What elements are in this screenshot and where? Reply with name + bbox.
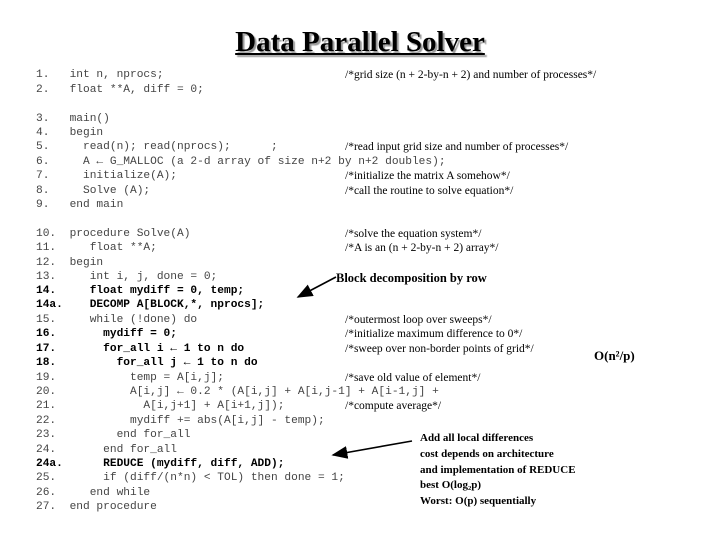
code-line: 6. A ← G_MALLOC (a 2-d array of size n+2 by n+2 doubles); [36, 156, 446, 168]
code-line: 10. procedure Solve(A) [36, 228, 191, 240]
code-comment: /*read input grid size and number of processes*/ [345, 141, 569, 153]
arrow-to-reduce-line [333, 441, 412, 455]
reduce-note-line: and implementation of REDUCE [420, 463, 576, 476]
code-line: 16. mydiff = 0; [36, 328, 177, 340]
code-line: 1. int n, nprocs; [36, 69, 164, 81]
arrow-to-decomp-line [298, 277, 336, 297]
code-line: 9. end main [36, 199, 124, 211]
code-comment: /*solve the equation system*/ [345, 228, 482, 240]
code-comment: /*call the routine to solve equation*/ [345, 185, 514, 197]
slide-title: Data Parallel Solver [235, 26, 485, 58]
code-line: 11. float **A; [36, 242, 157, 254]
code-line: 15. while (!done) do [36, 314, 198, 326]
code-line: 4. begin [36, 127, 104, 139]
code-line: 14a. DECOMP A[BLOCK,*, nprocs]; [36, 299, 265, 311]
code-comment: /*initialize the matrix A somehow*/ [345, 170, 510, 182]
code-line: 23. end for_all [36, 429, 191, 441]
block-decomposition-note: Block decomposition by row [336, 271, 487, 285]
code-comment: /*initialize maximum difference to 0*/ [345, 328, 523, 340]
code-comment: /*compute average*/ [345, 400, 442, 412]
code-line: 7. initialize(A); [36, 170, 177, 182]
code-line: 17. for_all i ← 1 to n do [36, 343, 245, 355]
code-line: 12. begin [36, 257, 104, 269]
code-line: 8. Solve (A); [36, 185, 151, 197]
code-line: 26. end while [36, 487, 151, 499]
reduce-note-line: best O(log₂p) [420, 479, 482, 492]
code-line: 14. float mydiff = 0, temp; [36, 285, 245, 297]
code-comment: /*save old value of element*/ [345, 372, 481, 384]
code-line: 27. end procedure [36, 501, 157, 513]
code-line: 19. temp = A[i,j]; [36, 372, 224, 384]
complexity-note: O(n²/p) [594, 348, 635, 363]
code-line: 5. read(n); read(nprocs); ; [36, 141, 278, 153]
code-comment: /*outermost loop over sweeps*/ [345, 314, 492, 326]
code-line: 13. int i, j, done = 0; [36, 271, 218, 283]
code-line: 20. A[i,j] ← 0.2 * (A[i,j] + A[i,j-1] + A[i-1,j] + [36, 386, 439, 398]
code-line: 2. float **A, diff = 0; [36, 84, 204, 96]
code-comment: /*A is an (n + 2-by-n + 2) array*/ [345, 242, 499, 254]
code-line: 18. for_all j ← 1 to n do [36, 357, 258, 369]
reduce-note-line: Add all local differences [420, 432, 534, 444]
code-line: 21. A[i,j+1] + A[i+1,j]); [36, 400, 285, 412]
code-comment: /*sweep over non-border points of grid*/ [345, 343, 534, 355]
code-line: 24a. REDUCE (mydiff, diff, ADD); [36, 458, 285, 470]
code-comment: /*grid size (n + 2-by-n + 2) and number of processes*/ [345, 69, 597, 81]
code-line: 22. mydiff += abs(A[i,j] - temp); [36, 415, 325, 427]
reduce-note-line: cost depends on architecture [420, 447, 554, 460]
code-line: 24. end for_all [36, 444, 177, 456]
code-line: 3. main() [36, 113, 110, 125]
code-line: 25. if (diff/(n*n) < TOL) then done = 1; [36, 472, 345, 484]
reduce-note-line: Worst: O(p) sequentially [420, 495, 537, 508]
